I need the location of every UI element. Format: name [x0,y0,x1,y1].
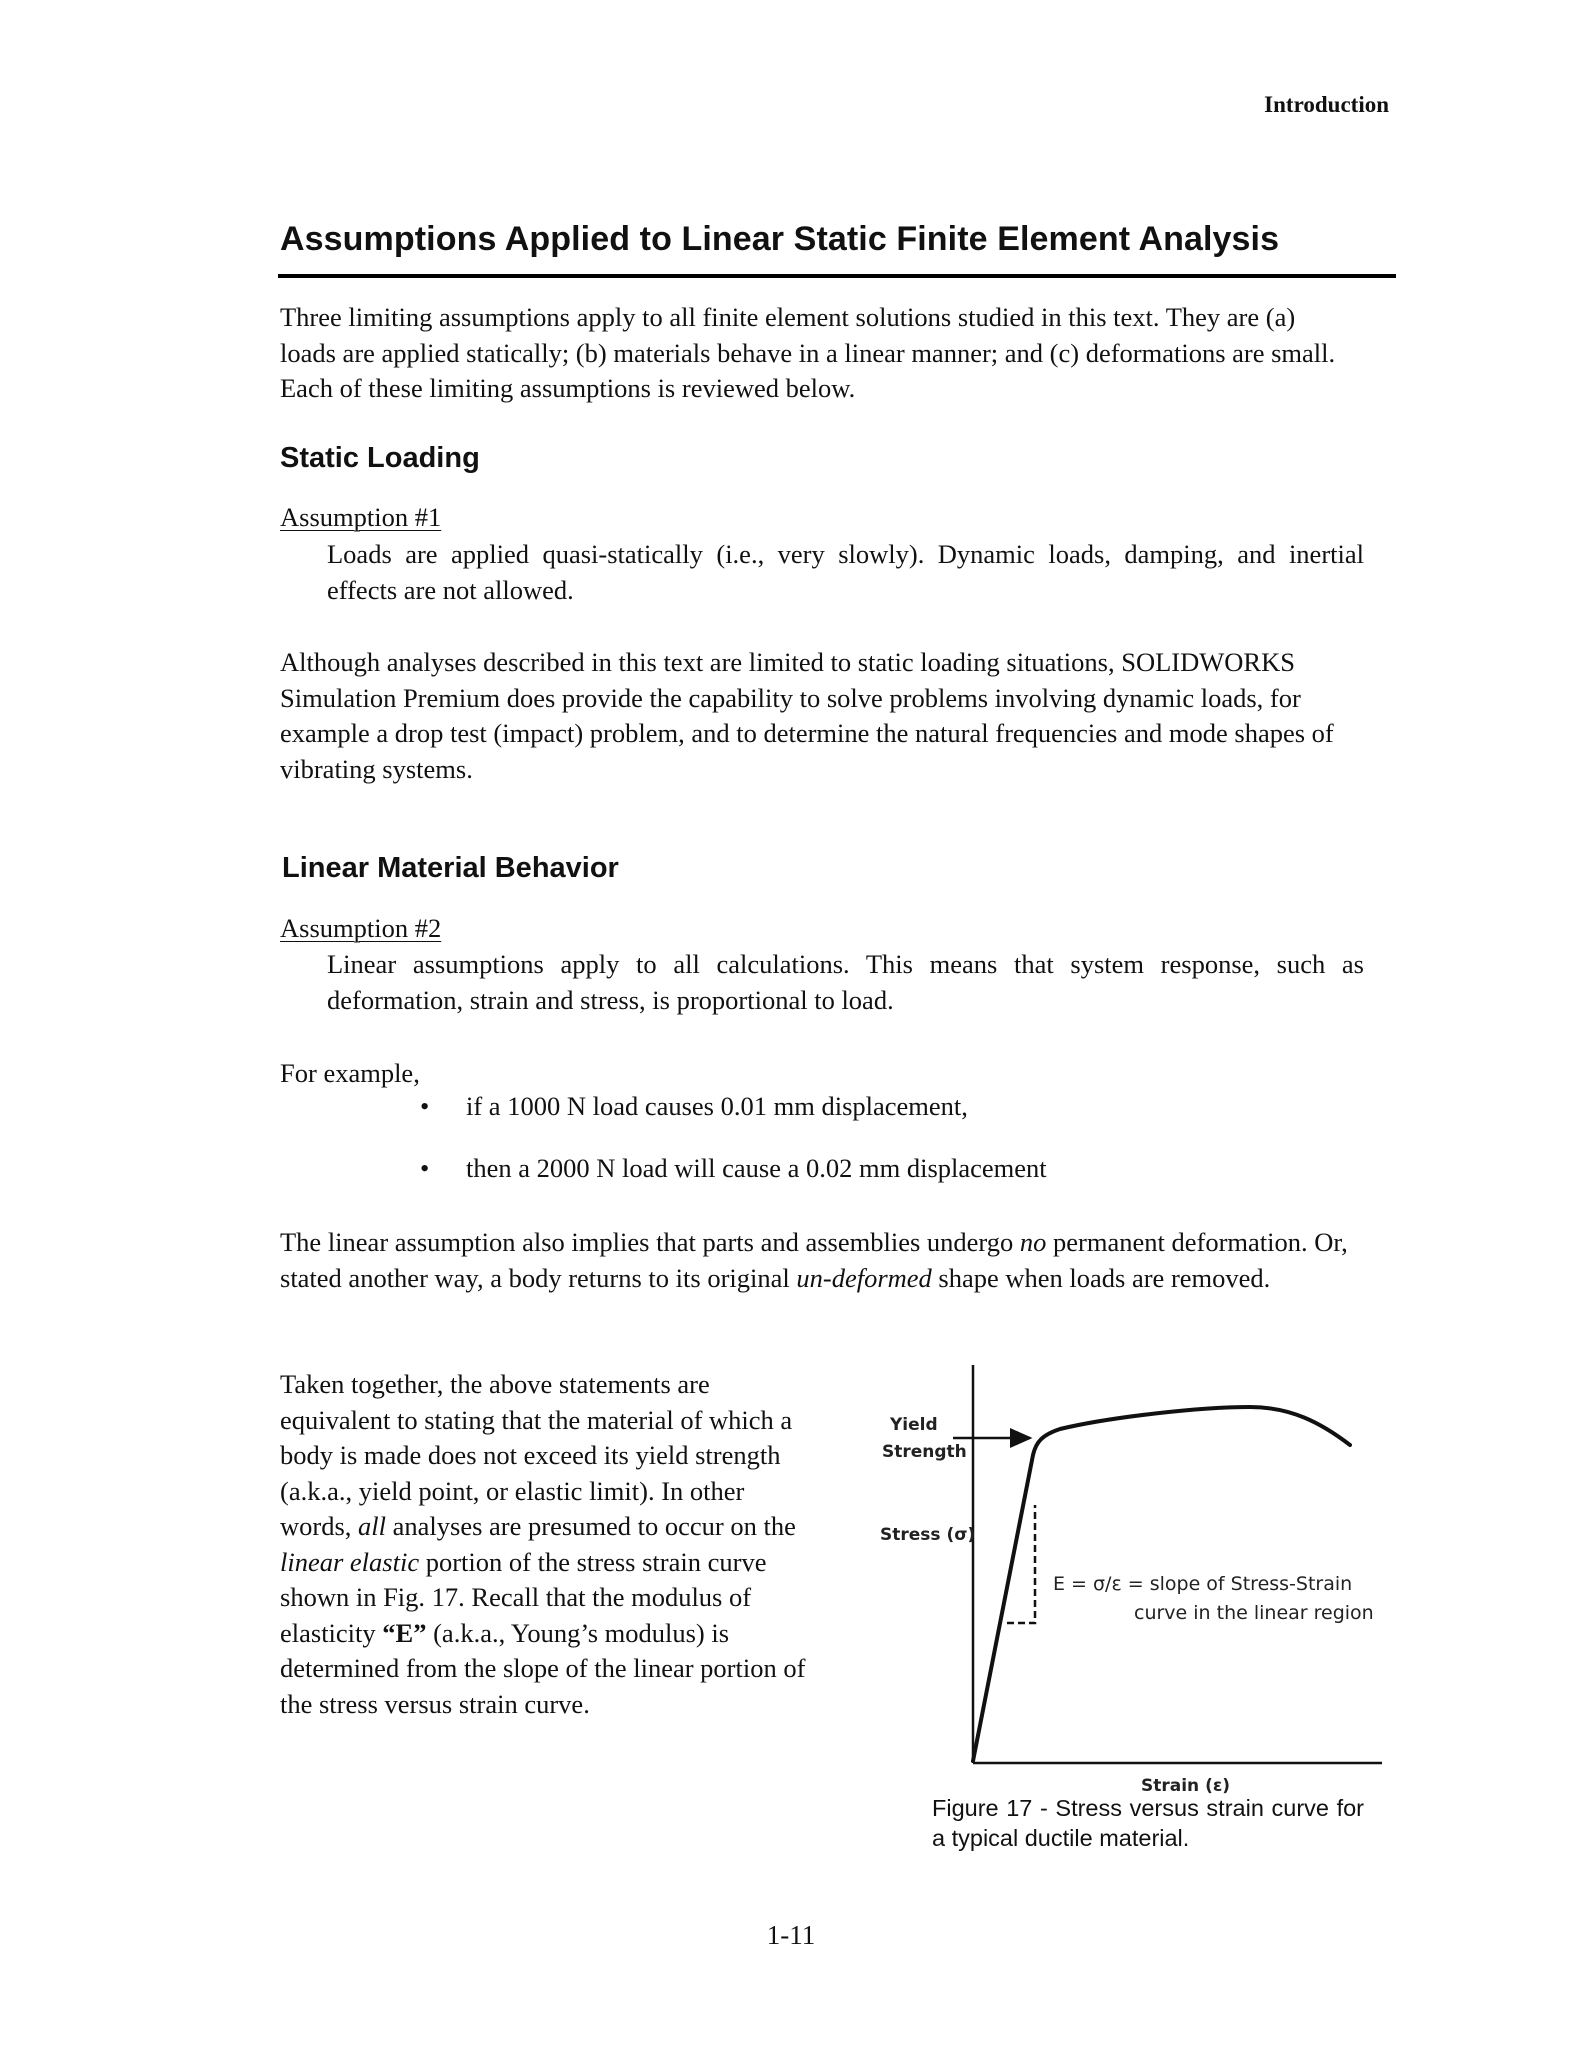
text-run: Taken together, the above statements are equivalent to stating that the material of which a body is made does not exceed its yield strength (a.k.a., yield point, or elastic limit). In other words, [280,1369,793,1541]
dynamic-loads-paragraph: Although analyses described in this text are limited to static loading situations, SOLIDWORKS Simulation Premium does provide the capability to solve problems involving dynamic loads, for example a drop test (impact) problem, and to determine the natural frequencies and mode shapes of vibrating systems. [280,647,1334,784]
yield-label-line1: Yield [890,1415,938,1435]
emphasis-all: all [358,1511,387,1541]
example-lead: For example, [280,1058,420,1088]
emphasis-no: no [1019,1227,1047,1257]
y-axis-label: Stress (σ) [880,1525,976,1545]
linear-assumption-paragraph [280,1225,1350,1296]
page-title: Assumptions Applied to Linear Static Finite Element Analysis [280,220,1280,258]
text-run: portion of the stress strain curve shown in Fig. 17. Recall that the modulus of elasticity [280,1546,767,1648]
linear-material-heading: Linear Material Behavior [282,852,619,884]
text-run: permanent deformation. Or, stated another way, a body returns to its original [280,1227,1348,1293]
yield-strength-paragraph [280,1367,820,1722]
emphasis-un-deformed: un-deformed [796,1262,932,1293]
figure-caption: Figure 17 - Stress versus strain curve for a typical ductile material. [932,1795,1364,1851]
slope-label-line1: E = σ/ε = slope of Stress-Strain [1053,1573,1353,1595]
text-run: (a.k.a., Young’s modulus) is determined from the slope of the linear portion of the stress versus strain curve. [280,1617,806,1719]
static-loading-heading: Static Loading [280,442,480,474]
title-rule [278,274,1396,278]
stress-strain-figure [870,1355,1394,1798]
slope-label-line2: curve in the linear region [1134,1602,1374,1624]
page-number: 1-11 [766,1920,816,1950]
example-bullet-1: • if a 1000 N load causes 0.01 mm displacement, [410,1091,1047,1153]
assumption-1-label: Assumption #1 [280,502,442,532]
assumption-2-label: Assumption #2 [280,913,442,943]
text-run: The linear assumption also implies that parts and assemblies undergo [280,1227,1020,1257]
strong-e: “E” [382,1617,427,1648]
example-bullet-list [410,1091,1047,1215]
x-axis-label: Strain (ε) [1141,1776,1231,1796]
text-run: shape when loads are removed. [931,1262,1271,1293]
example-bullet-2: • then a 2000 N load will cause a 0.02 mm displacement [410,1153,1047,1215]
intro-paragraph: Three limiting assumptions apply to all finite element solutions studied in this text. They are (a) loads are applied statically; (b) materials behave in a linear manner; and (c) deformations are small. Each of these limiting assumptions is reviewed below. [280,302,1336,403]
yield-label-line2: Strength [882,1442,967,1462]
assumption-1-text: Loads are applied quasi-statically (i.e., very slowly). Dynamic loads, damping, and inertial effects are not allowed. [327,539,1364,605]
assumption-2-text: Linear assumptions apply to all calculations. This means that system response, such as deformation, strain and stress, is proportional to load. [327,949,1364,1015]
text-run: analyses are presumed to occur on the [386,1511,796,1541]
emphasis-linear-elastic: linear elastic [280,1546,420,1577]
running-header: Introduction [1264,92,1389,117]
